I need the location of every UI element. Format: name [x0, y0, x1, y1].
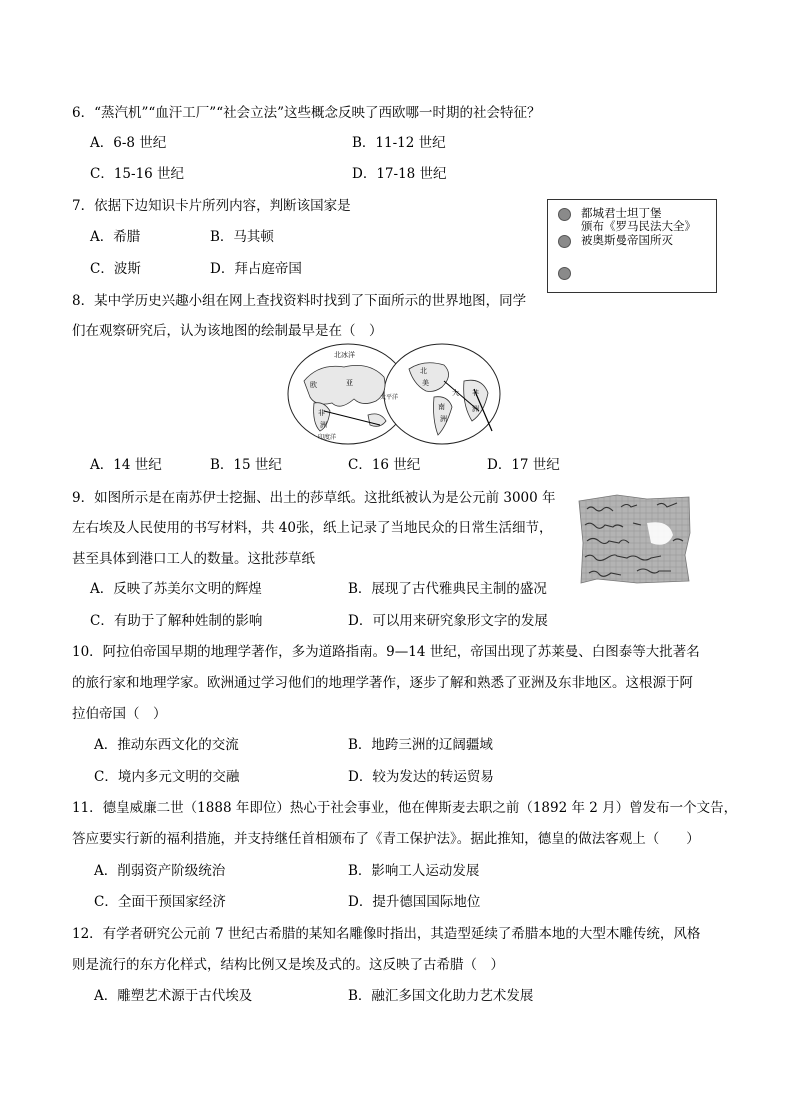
q6-option-c: C．15-16 世纪	[90, 166, 185, 182]
map-label: 北冰洋	[334, 351, 355, 359]
q11-stem-line-1: 11．德皇威廉二世（1888 年即位）热心于社会事业，他在俾斯麦去职之前（1892 年 2 月）曾发布一个文告，	[72, 800, 738, 816]
q9-option-d: D．可以用来研究象形文字的发展	[348, 613, 548, 629]
map-label: 美	[422, 379, 429, 387]
q12-option-b: B．融汇多国文化助力艺术发展	[348, 988, 534, 1004]
q8-stem-line-1: 8．某中学历史兴趣小组在网上查找资料时找到了下面所示的世界地图，同学	[72, 293, 527, 309]
q6-option-d: D．17-18 世纪	[352, 166, 447, 182]
q10-option-d: D．较为发达的转运贸易	[348, 769, 494, 785]
q8-option-c: C．16 世纪	[348, 457, 421, 473]
q11-stem-line-2: 答应要实行新的福利措施，并支持继任首相颁布了《青工保护法》。据此推知，德皇的做法客观上（ ）	[72, 831, 700, 847]
q10-option-b: B．地跨三洲的辽阔疆域	[348, 737, 493, 753]
q6-stem: 6．“蒸汽机”“血汗工厂”“社会立法”这些概念反映了西欧哪一时期的社会特征？	[72, 105, 541, 121]
q6-option-a: A．6-8 世纪	[90, 135, 167, 151]
card-line-3: 被奥斯曼帝国所灭	[581, 233, 673, 247]
bullet-icon	[558, 208, 571, 221]
q11-option-d: D．提升德国国际地位	[348, 894, 481, 910]
q11-option-c: C．全面干预国家经济	[94, 894, 226, 910]
q9-stem-line-2: 左右埃及人民使用的书写材料，共 40张，纸上记录了当地民众的日常生活细节，	[72, 520, 553, 536]
world-map-figure	[284, 341, 504, 447]
q12-stem-line-1: 12．有学者研究公元前 7 世纪古希腊的某知名雕像时指出，其造型延续了希腊本地的大型木雕传统，风格	[72, 926, 701, 942]
q8-option-d: D．17 世纪	[487, 457, 560, 473]
bullet-icon	[558, 235, 571, 248]
q8-stem-line-2: 们在观察研究后，认为该地图的绘制最早是在（ ）	[72, 323, 383, 339]
q7-option-a: A．希腊	[90, 229, 141, 245]
q7-option-d: D．拜占庭帝国	[210, 261, 302, 277]
q11-option-a: A．削弱资产阶级统治	[94, 863, 226, 879]
q8-option-b: B．15 世纪	[210, 457, 282, 473]
q10-option-c: C．境内多元文明的交融	[94, 769, 240, 785]
map-label: 太平洋	[380, 394, 399, 401]
knowledge-card	[547, 199, 717, 293]
map-label: 洲	[320, 421, 327, 429]
q9-option-b: B．展现了古代雅典民主制的盛况	[348, 581, 547, 597]
q9-option-a: A．反映了苏美尔文明的辉煌	[90, 581, 262, 597]
q12-option-a: A．雕塑艺术源于古代埃及	[94, 988, 253, 1004]
map-label: 非	[318, 409, 325, 417]
q9-option-c: C．有助于了解种姓制的影响	[90, 613, 263, 629]
map-label: 亚	[346, 379, 353, 387]
card-line-1: 都城君士坦丁堡	[581, 206, 662, 220]
q10-stem-line-3: 拉伯帝国（ ）	[72, 706, 167, 722]
map-label: 洲	[472, 405, 479, 413]
map-label: 南	[438, 403, 445, 411]
q6-option-b: B．11-12 世纪	[352, 135, 446, 151]
bullet-icon	[558, 267, 571, 280]
q10-stem-line-1: 10．阿拉伯帝国早期的地理学著作，多为道路指南。9—14 世纪，帝国出现了苏莱曼、白图泰等大批著名	[72, 644, 700, 660]
q12-stem-line-2: 则是流行的东方化样式，结构比例又是埃及式的。这反映了古希腊（ ）	[72, 957, 504, 973]
q7-option-c: C．波斯	[90, 261, 141, 277]
map-label: 大	[452, 389, 459, 397]
map-label: 北	[420, 367, 427, 375]
map-label: 印度洋	[318, 434, 337, 441]
map-label: 欧	[310, 381, 317, 389]
map-label: 洲	[440, 415, 447, 423]
q8-option-a: A．14 世纪	[90, 457, 162, 473]
q9-stem-line-3: 甚至具体到港口工人的数量。这批莎草纸	[72, 551, 315, 567]
q10-stem-line-2: 的旅行家和地理学家。欧洲通过学习他们的地理学著作，逐步了解和熟悉了亚洲及东非地区。这根源于阿	[72, 675, 693, 691]
q9-stem-line-1: 9．如图所示是在南苏伊士挖掘、出土的莎草纸。这批纸被认为是公元前 3000 年	[72, 490, 556, 506]
papyrus-image	[577, 493, 692, 585]
card-line-2: 颁布《罗马民法大全》	[581, 219, 696, 233]
q7-stem: 7．依据下边知识卡片所列内容，判断该国家是	[72, 198, 351, 214]
q7-option-b: B．马其顿	[210, 229, 274, 245]
map-label: 非	[472, 389, 479, 397]
q10-option-a: A．推动东西文化的交流	[94, 737, 239, 753]
q11-option-b: B．影响工人运动发展	[348, 863, 480, 879]
